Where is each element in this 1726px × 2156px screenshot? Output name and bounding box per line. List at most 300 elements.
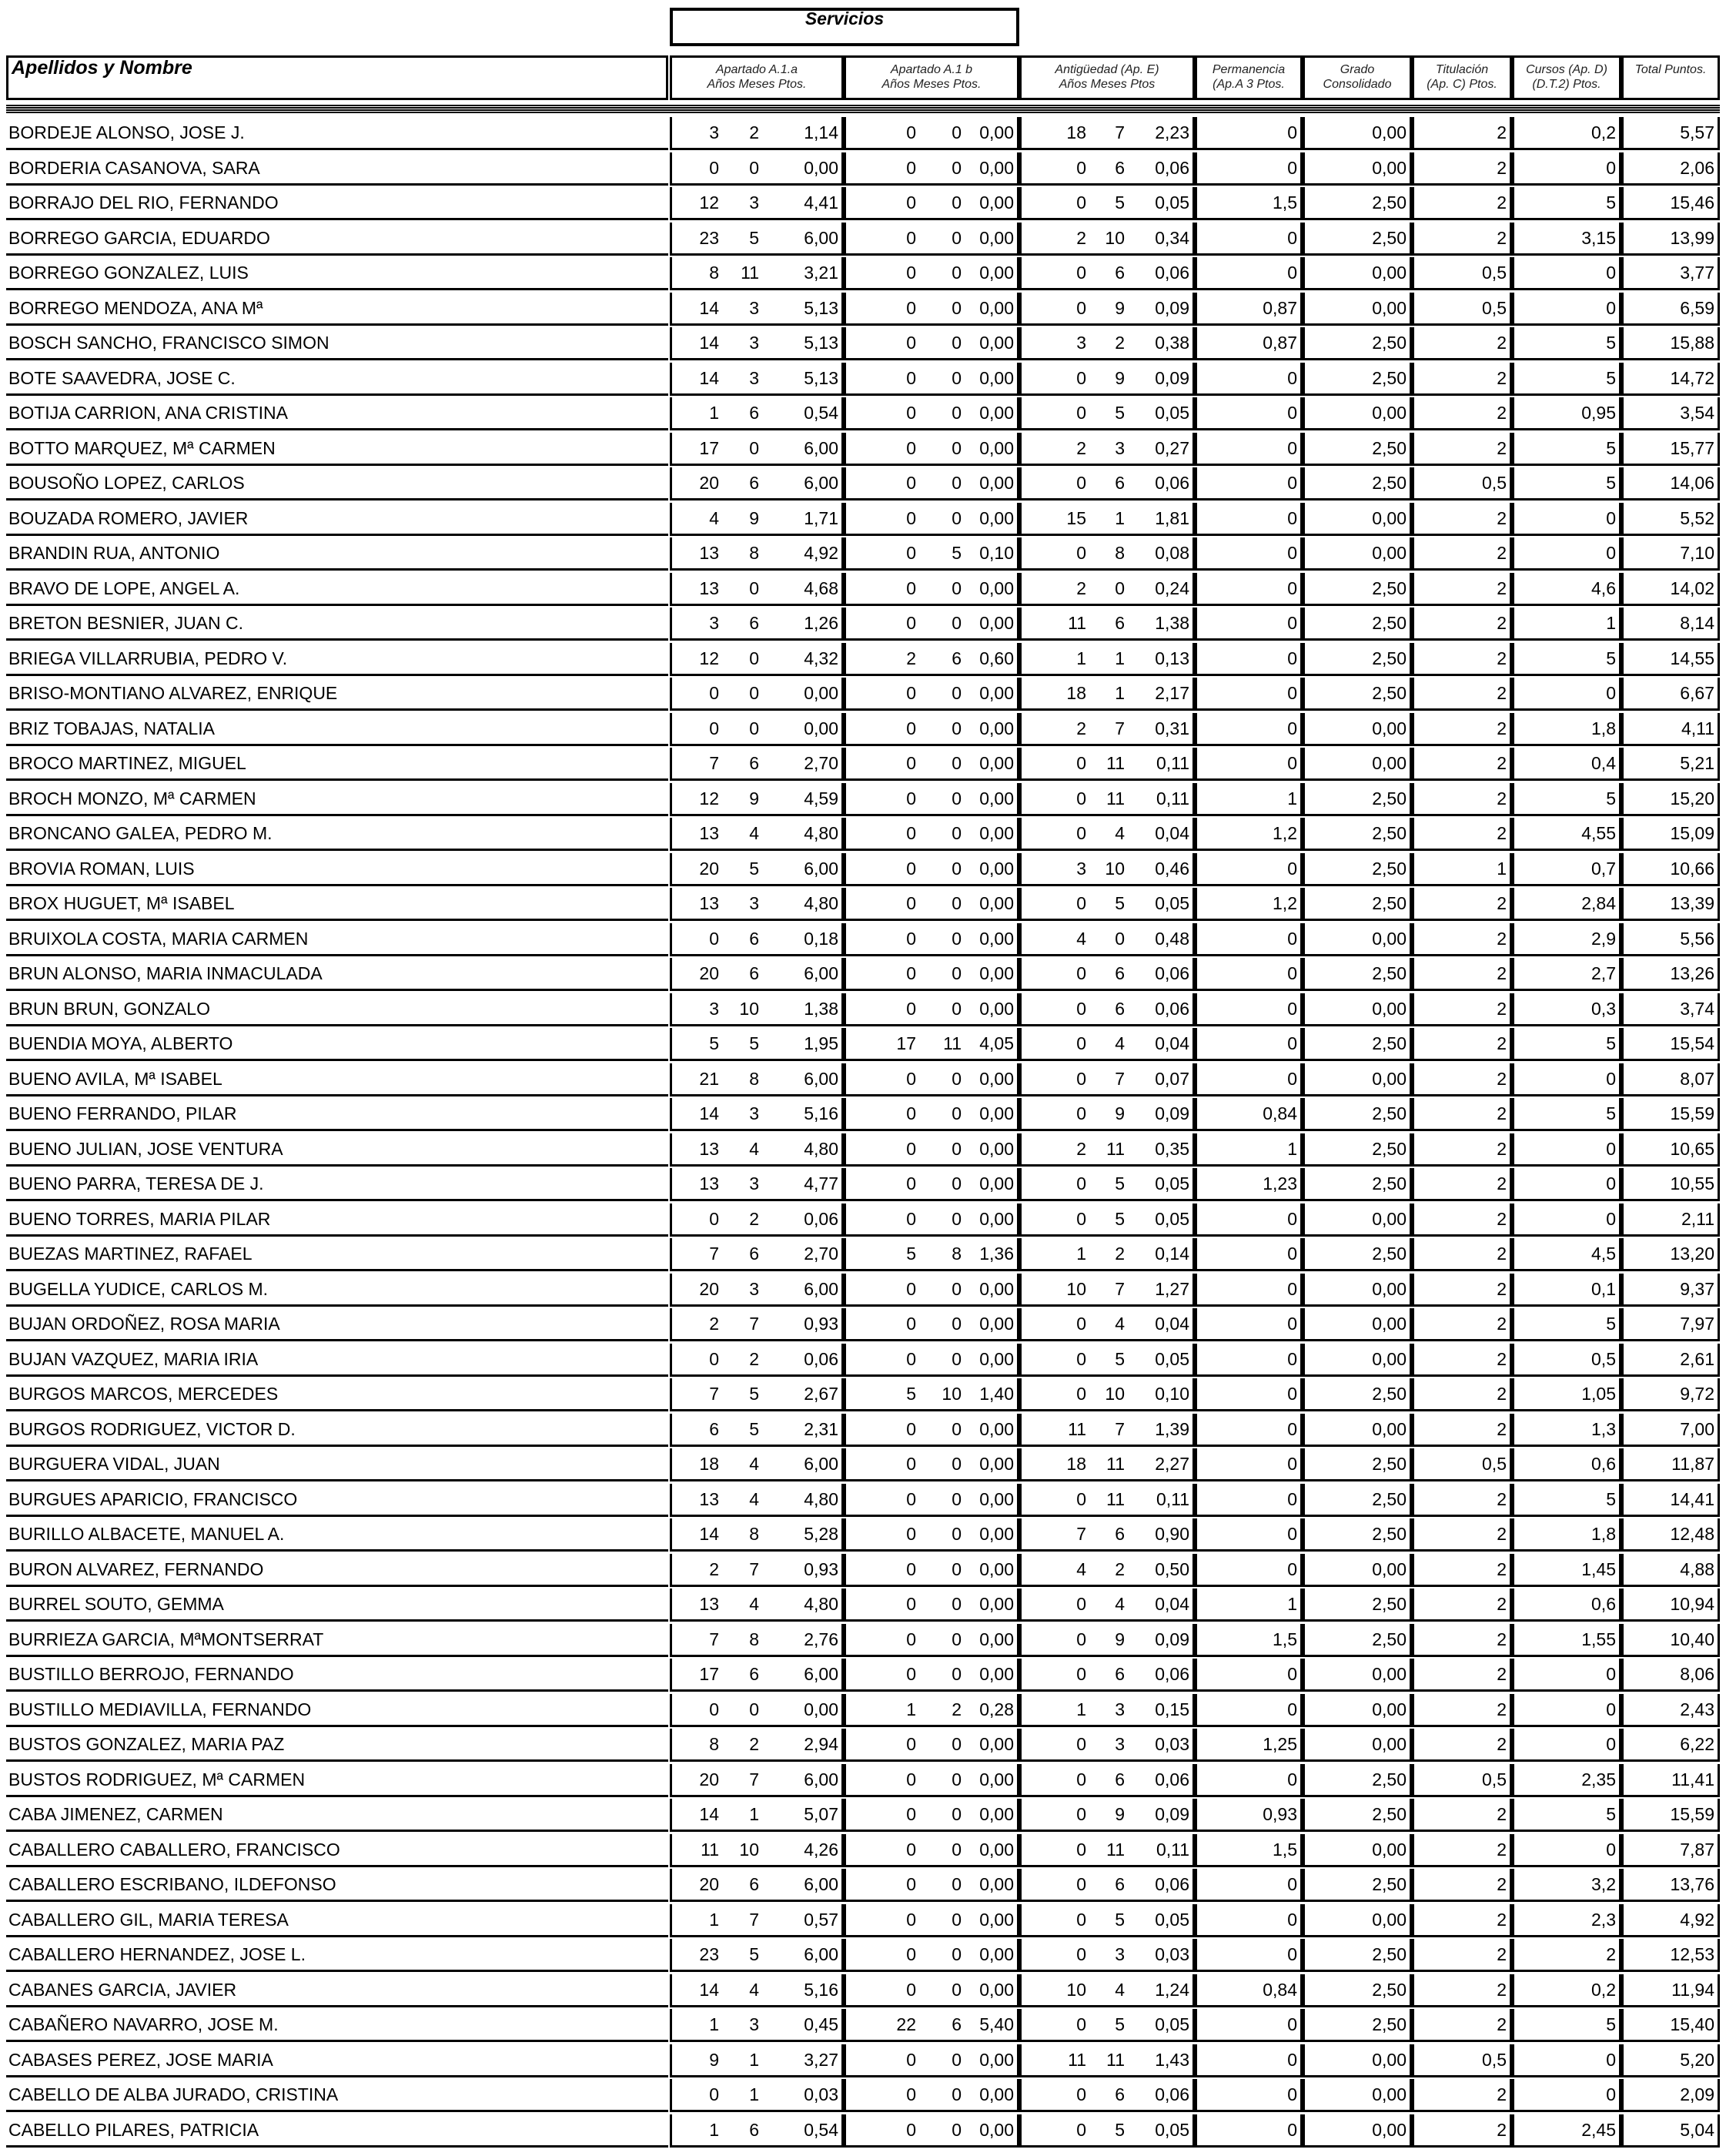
value-text: 0,38 <box>1155 333 1189 353</box>
header-perm-line2: (Ap.A 3 Ptos. <box>1213 78 1285 91</box>
col-a1a-cell <box>670 363 844 396</box>
value-text: 2 <box>1497 683 1507 703</box>
header-divider <box>6 105 1720 114</box>
value-text: 0,00 <box>1372 1208 1407 1229</box>
value-text: 10 <box>1105 1384 1125 1404</box>
value-text: 14 <box>699 1524 719 1544</box>
table-row <box>6 713 1720 746</box>
table-row <box>6 257 1720 290</box>
value-text: 0 <box>952 333 962 353</box>
value-text: 0 <box>1287 648 1297 668</box>
col-cursos-cell <box>1512 1238 1621 1271</box>
value-text: 0,24 <box>1155 578 1189 598</box>
value-text: 0,00 <box>979 753 1014 773</box>
value-text: 4,55 <box>1581 823 1616 843</box>
value-text: 1,23 <box>1263 1173 1297 1194</box>
value-text: 0,11 <box>1156 1839 1189 1860</box>
col-grado-cell <box>1303 1028 1412 1061</box>
header-a1a-line1: Apartado A.1.a <box>715 63 798 76</box>
col-grado-cell <box>1303 1764 1412 1797</box>
value-text: 11 <box>1106 753 1125 773</box>
col-name-cell <box>6 1484 668 1517</box>
col-name-cell <box>6 1028 668 1061</box>
value-text: 0 <box>1076 473 1086 493</box>
col-a1b-cell <box>844 1799 1019 1832</box>
col-permanencia-cell <box>1195 783 1303 816</box>
col-total-cell <box>1621 993 1720 1026</box>
value-text: 6 <box>709 1418 719 1439</box>
col-cursos-cell <box>1512 608 1621 641</box>
value-text: 0,00 <box>979 333 1014 353</box>
value-text: 0 <box>1287 403 1297 423</box>
value-text: 0 <box>1606 543 1616 563</box>
value-text: 0,00 <box>1372 1734 1407 1754</box>
col-total-cell <box>1621 1869 1720 1902</box>
col-name-cell <box>6 397 668 430</box>
value-text: 0,00 <box>979 122 1014 142</box>
value-text: 5 <box>1115 1208 1125 1229</box>
col-cursos-cell <box>1512 1904 1621 1937</box>
col-permanencia-cell <box>1195 608 1303 641</box>
value-text: 1,2 <box>1273 893 1297 913</box>
value-text: 0,00 <box>979 297 1014 318</box>
col-a1a-cell <box>670 187 844 220</box>
value-text: 4 <box>749 1979 759 2000</box>
header-grado <box>1303 55 1412 100</box>
employee-name: BRUN BRUN, GONZALO <box>8 998 210 1019</box>
table-row <box>6 1904 1720 1937</box>
employee-name: BUENO FERRANDO, PILAR <box>8 1103 237 1123</box>
col-cursos-cell <box>1512 1869 1621 1902</box>
col-total-cell <box>1621 1378 1720 1411</box>
col-grado-cell <box>1303 1974 1412 2007</box>
value-text: 2,17 <box>1155 683 1189 703</box>
col-total-cell <box>1621 327 1720 360</box>
value-text: 7,97 <box>1680 1314 1714 1334</box>
table-row <box>6 152 1720 186</box>
value-text: 2,50 <box>1372 1629 1407 1649</box>
col-grado-cell <box>1303 1799 1412 1832</box>
value-text: 5 <box>906 1244 916 1264</box>
col-permanencia-cell <box>1195 1589 1303 1622</box>
value-text: 5 <box>1606 1488 1616 1509</box>
table-row <box>6 1974 1720 2007</box>
employee-name: BRIEGA VILLARRUBIA, PEDRO V. <box>8 648 288 668</box>
value-text: 0,57 <box>804 1909 838 1930</box>
value-text: 0,00 <box>979 893 1014 913</box>
col-a1a-cell <box>670 1764 844 1797</box>
col-name-cell <box>6 327 668 360</box>
value-text: 3 <box>749 893 759 913</box>
col-grado-cell <box>1303 1238 1412 1271</box>
col-a1b-cell <box>844 2114 1019 2148</box>
value-text: 11 <box>1106 1839 1125 1860</box>
value-text: 2,84 <box>1581 893 1616 913</box>
col-a1a-cell <box>670 2044 844 2077</box>
value-text: 0,3 <box>1591 998 1616 1019</box>
col-a1b-cell <box>844 1518 1019 1552</box>
col-cursos-cell <box>1512 993 1621 1026</box>
col-total-cell <box>1621 293 1720 326</box>
col-total-cell <box>1621 537 1720 571</box>
value-text: 14 <box>699 1804 719 1824</box>
value-text: 14,72 <box>1670 367 1714 388</box>
value-text: 8,14 <box>1680 613 1714 633</box>
value-text: 0,00 <box>979 1944 1014 1964</box>
value-text: 2 <box>952 1699 962 1719</box>
value-text: 2,43 <box>1680 1699 1714 1719</box>
col-name-cell <box>6 1869 668 1902</box>
value-text: 0,00 <box>1372 1839 1407 1860</box>
value-text: 0,05 <box>1155 2119 1189 2140</box>
value-text: 1,8 <box>1591 718 1616 738</box>
value-text: 6 <box>1115 473 1125 493</box>
col-cursos-cell <box>1512 1378 1621 1411</box>
employee-name: CABALLERO ESCRIBANO, ILDEFONSO <box>8 1874 336 1894</box>
col-total-cell <box>1621 1834 1720 1867</box>
value-text: 0,00 <box>979 1314 1014 1334</box>
col-a1a-cell <box>670 1939 844 1972</box>
value-text: 0 <box>1076 1839 1086 1860</box>
value-text: 0 <box>749 718 759 738</box>
value-text: 0,84 <box>1263 1979 1297 2000</box>
value-text: 1 <box>1076 1244 1086 1264</box>
col-titulacion-cell <box>1412 1729 1512 1762</box>
value-text: 1,24 <box>1155 1979 1189 2000</box>
col-titulacion-cell <box>1412 1554 1512 1587</box>
value-text: 0,00 <box>1372 1664 1407 1684</box>
col-permanencia-cell <box>1195 573 1303 606</box>
value-text: 11,94 <box>1671 1979 1714 2000</box>
col-grado-cell <box>1303 1098 1412 1131</box>
value-text: 0 <box>1076 1909 1086 1930</box>
value-text: 2,7 <box>1591 963 1616 983</box>
value-text: 6 <box>1115 2084 1125 2104</box>
table-row <box>6 2079 1720 2112</box>
value-text: 0,09 <box>1155 297 1189 318</box>
table-row <box>6 1799 1720 1832</box>
value-text: 4 <box>1115 1033 1125 1053</box>
col-titulacion-cell <box>1412 608 1512 641</box>
col-permanencia-cell <box>1195 1694 1303 1727</box>
value-text: 0 <box>952 858 962 879</box>
col-antiguedad-cell <box>1019 888 1195 921</box>
col-name-cell <box>6 433 668 466</box>
col-permanencia-cell <box>1195 1274 1303 1307</box>
col-cursos-cell <box>1512 1589 1621 1622</box>
col-name-cell <box>6 2114 668 2148</box>
value-text: 0,00 <box>979 1664 1014 1684</box>
col-total-cell <box>1621 1484 1720 1517</box>
table-row <box>6 888 1720 921</box>
header-name-label: Apellidos y Nombre <box>12 57 192 79</box>
value-text: 0,00 <box>804 683 838 703</box>
value-text: 3 <box>1115 437 1125 458</box>
value-text: 0 <box>906 1208 916 1229</box>
value-text: 20 <box>699 473 719 493</box>
value-text: 0 <box>1076 2014 1086 2034</box>
value-text: 8 <box>1115 543 1125 563</box>
col-a1b-cell <box>844 433 1019 466</box>
value-text: 14,02 <box>1670 578 1714 598</box>
value-text: 0,93 <box>1263 1804 1297 1824</box>
value-text: 0,00 <box>979 1979 1014 2000</box>
value-text: 0,00 <box>979 683 1014 703</box>
col-grado-cell <box>1303 1378 1412 1411</box>
value-text: 7 <box>749 1314 759 1334</box>
value-text: 0 <box>906 1909 916 1930</box>
value-text: 2 <box>1497 788 1507 808</box>
value-text: 0,06 <box>804 1208 838 1229</box>
value-text: 6 <box>749 1874 759 1894</box>
value-text: 11,41 <box>1671 1769 1714 1789</box>
value-text: 0,00 <box>1372 403 1407 423</box>
value-text: 0,06 <box>1155 1874 1189 1894</box>
value-text: 4 <box>1115 1979 1125 2000</box>
col-a1a-cell <box>670 748 844 781</box>
col-antiguedad-cell <box>1019 397 1195 430</box>
value-text: 0 <box>952 403 962 423</box>
value-text: 0 <box>906 1979 916 2000</box>
employee-name: BURON ALVAREZ, FERNANDO <box>8 1558 264 1579</box>
col-total-cell <box>1621 1204 1720 1237</box>
col-antiguedad-cell <box>1019 923 1195 956</box>
col-titulacion-cell <box>1412 923 1512 956</box>
value-text: 2,27 <box>1155 1454 1189 1474</box>
col-cursos-cell <box>1512 1414 1621 1447</box>
value-text: 0 <box>1076 1384 1086 1404</box>
col-cursos-cell <box>1512 1308 1621 1341</box>
col-permanencia-cell <box>1195 1414 1303 1447</box>
col-titulacion-cell <box>1412 2114 1512 2148</box>
value-text: 2 <box>1497 1103 1507 1123</box>
col-cursos-cell <box>1512 1344 1621 1377</box>
value-text: 15,09 <box>1670 823 1714 843</box>
value-text: 0 <box>952 1348 962 1369</box>
col-name-cell <box>6 1204 668 1237</box>
value-text: 0 <box>952 1944 962 1964</box>
employee-name: BROX HUGUET, Mª ISABEL <box>8 893 235 913</box>
value-text: 2 <box>1497 1874 1507 1894</box>
col-total-cell <box>1621 783 1720 816</box>
table-row <box>6 1624 1720 1657</box>
table-row <box>6 1028 1720 1061</box>
col-titulacion-cell <box>1412 467 1512 500</box>
value-text: 0 <box>1287 718 1297 738</box>
col-permanencia-cell <box>1195 678 1303 711</box>
value-text: 0,00 <box>979 1488 1014 1509</box>
value-text: 6 <box>749 613 759 633</box>
value-text: 0 <box>1076 1734 1086 1754</box>
value-text: 0,00 <box>1372 1068 1407 1089</box>
value-text: 0 <box>1606 1068 1616 1089</box>
table-row <box>6 363 1720 396</box>
col-name-cell <box>6 1308 668 1341</box>
col-a1a-cell <box>670 2114 844 2148</box>
value-text: 1 <box>709 1909 719 1930</box>
col-name-cell <box>6 1518 668 1552</box>
value-text: 2,45 <box>1581 2119 1616 2140</box>
value-text: 2 <box>1497 1944 1507 1964</box>
col-total-cell <box>1621 1729 1720 1762</box>
value-text: 0 <box>1076 963 1086 983</box>
col-a1b-cell <box>844 1133 1019 1167</box>
value-text: 0 <box>952 1629 962 1649</box>
value-text: 0,00 <box>979 718 1014 738</box>
value-text: 0 <box>1287 1909 1297 1930</box>
col-name-cell <box>6 187 668 220</box>
col-name-cell <box>6 152 668 186</box>
value-text: 12,53 <box>1670 1944 1714 1964</box>
value-text: 2 <box>1497 1699 1507 1719</box>
value-text: 23 <box>699 1944 719 1964</box>
value-text: 3,2 <box>1591 1874 1616 1894</box>
value-text: 0 <box>1287 263 1297 283</box>
value-text: 2,06 <box>1680 157 1714 178</box>
value-text: 0,00 <box>979 1173 1014 1194</box>
value-text: 0,00 <box>1372 2084 1407 2104</box>
value-text: 0,10 <box>1155 1384 1189 1404</box>
value-text: 4,32 <box>804 648 838 668</box>
value-text: 18 <box>1066 122 1086 142</box>
value-text: 5,07 <box>804 1804 838 1824</box>
value-text: 11 <box>1106 2049 1125 2070</box>
value-text: 6,59 <box>1680 297 1714 318</box>
value-text: 0 <box>749 437 759 458</box>
value-text: 0 <box>906 1769 916 1789</box>
col-titulacion-cell <box>1412 888 1512 921</box>
col-a1a-cell <box>670 1834 844 1867</box>
col-name-cell <box>6 713 668 746</box>
value-text: 4,05 <box>979 1033 1014 1053</box>
col-permanencia-cell <box>1195 2044 1303 2077</box>
col-a1a-cell <box>670 2079 844 2112</box>
value-text: 2,50 <box>1372 1979 1407 2000</box>
col-cursos-cell <box>1512 2044 1621 2077</box>
value-text: 0 <box>906 1944 916 1964</box>
col-permanencia-cell <box>1195 1834 1303 1867</box>
employee-name: BOTTO MARQUEZ, Mª CARMEN <box>8 437 276 458</box>
col-total-cell <box>1621 748 1720 781</box>
value-text: 15,77 <box>1670 437 1714 458</box>
value-text: 2 <box>1497 333 1507 353</box>
value-text: 0 <box>1606 1734 1616 1754</box>
col-permanencia-cell <box>1195 643 1303 676</box>
value-text: 18 <box>1066 1454 1086 1474</box>
col-name-cell <box>6 1799 668 1832</box>
value-text: 5 <box>1606 1804 1616 1824</box>
col-a1a-cell <box>670 713 844 746</box>
value-text: 0,04 <box>1155 1594 1189 1614</box>
value-text: 0 <box>952 963 962 983</box>
col-total-cell <box>1621 1974 1720 2007</box>
col-permanencia-cell <box>1195 713 1303 746</box>
col-permanencia-cell <box>1195 1624 1303 1657</box>
col-a1a-cell <box>670 958 844 991</box>
value-text: 10,66 <box>1670 858 1714 879</box>
employee-name: CABASES PEREZ, JOSE MARIA <box>8 2049 273 2070</box>
value-text: 2,76 <box>804 1629 838 1649</box>
col-antiguedad-cell <box>1019 1028 1195 1061</box>
col-antiguedad-cell <box>1019 1764 1195 1797</box>
col-grado-cell <box>1303 608 1412 641</box>
value-text: 15,59 <box>1670 1804 1714 1824</box>
value-text: 1,45 <box>1581 1558 1616 1579</box>
value-text: 1 <box>1115 507 1125 528</box>
value-text: 10,94 <box>1670 1594 1714 1614</box>
col-titulacion-cell <box>1412 1133 1512 1167</box>
value-text: 0 <box>952 1979 962 2000</box>
col-name-cell <box>6 223 668 256</box>
col-cursos-cell <box>1512 223 1621 256</box>
value-text: 4,80 <box>804 1594 838 1614</box>
col-grado-cell <box>1303 2114 1412 2148</box>
col-total-cell <box>1621 1904 1720 1937</box>
col-a1b-cell <box>844 293 1019 326</box>
value-text: 0,00 <box>1372 157 1407 178</box>
value-text: 0,5 <box>1482 473 1507 493</box>
value-text: 0 <box>1076 263 1086 283</box>
value-text: 13 <box>699 1594 719 1614</box>
value-text: 0 <box>952 1664 962 1684</box>
value-text: 0 <box>1287 2014 1297 2034</box>
col-a1a-cell <box>670 1204 844 1237</box>
value-text: 0 <box>1076 1103 1086 1123</box>
value-text: 17 <box>896 1033 916 1053</box>
value-text: 5,13 <box>804 367 838 388</box>
col-name-cell <box>6 1974 668 2007</box>
col-a1b-cell <box>844 923 1019 956</box>
value-text: 15,20 <box>1670 788 1714 808</box>
header-cursos <box>1512 55 1621 100</box>
value-text: 0 <box>1287 543 1297 563</box>
employee-name: CABALLERO HERNANDEZ, JOSE L. <box>8 1944 306 1964</box>
value-text: 2 <box>1497 192 1507 213</box>
col-a1a-cell <box>670 1238 844 1271</box>
col-a1b-cell <box>844 573 1019 606</box>
value-text: 0 <box>906 998 916 1019</box>
value-text: 0 <box>1287 1384 1297 1404</box>
employee-name: BRUN ALONSO, MARIA INMACULADA <box>8 963 323 983</box>
header-grado-line1: Grado <box>1340 63 1375 76</box>
col-permanencia-cell <box>1195 2009 1303 2042</box>
value-text: 0,1 <box>1591 1278 1616 1299</box>
value-text: 0 <box>749 648 759 668</box>
col-a1a-cell <box>670 993 844 1026</box>
value-text: 0 <box>906 192 916 213</box>
value-text: 2 <box>1497 1033 1507 1053</box>
col-antiguedad-cell <box>1019 223 1195 256</box>
col-name-cell <box>6 2079 668 2112</box>
col-permanencia-cell <box>1195 223 1303 256</box>
value-text: 0,06 <box>1155 263 1189 283</box>
value-text: 3 <box>749 367 759 388</box>
value-text: 0,00 <box>1372 1909 1407 1930</box>
col-name-cell <box>6 1589 668 1622</box>
value-text: 6,00 <box>804 1944 838 1964</box>
col-a1a-cell <box>670 1694 844 1727</box>
col-permanencia-cell <box>1195 748 1303 781</box>
value-text: 0,00 <box>979 1909 1014 1930</box>
value-text: 3,54 <box>1680 403 1714 423</box>
col-a1a-cell <box>670 1414 844 1447</box>
value-text: 0,00 <box>979 1839 1014 1860</box>
value-text: 0,93 <box>804 1314 838 1334</box>
table-row <box>6 2114 1720 2148</box>
value-text: 0 <box>952 1594 962 1614</box>
value-text: 0 <box>1287 507 1297 528</box>
col-antiguedad-cell <box>1019 1974 1195 2007</box>
